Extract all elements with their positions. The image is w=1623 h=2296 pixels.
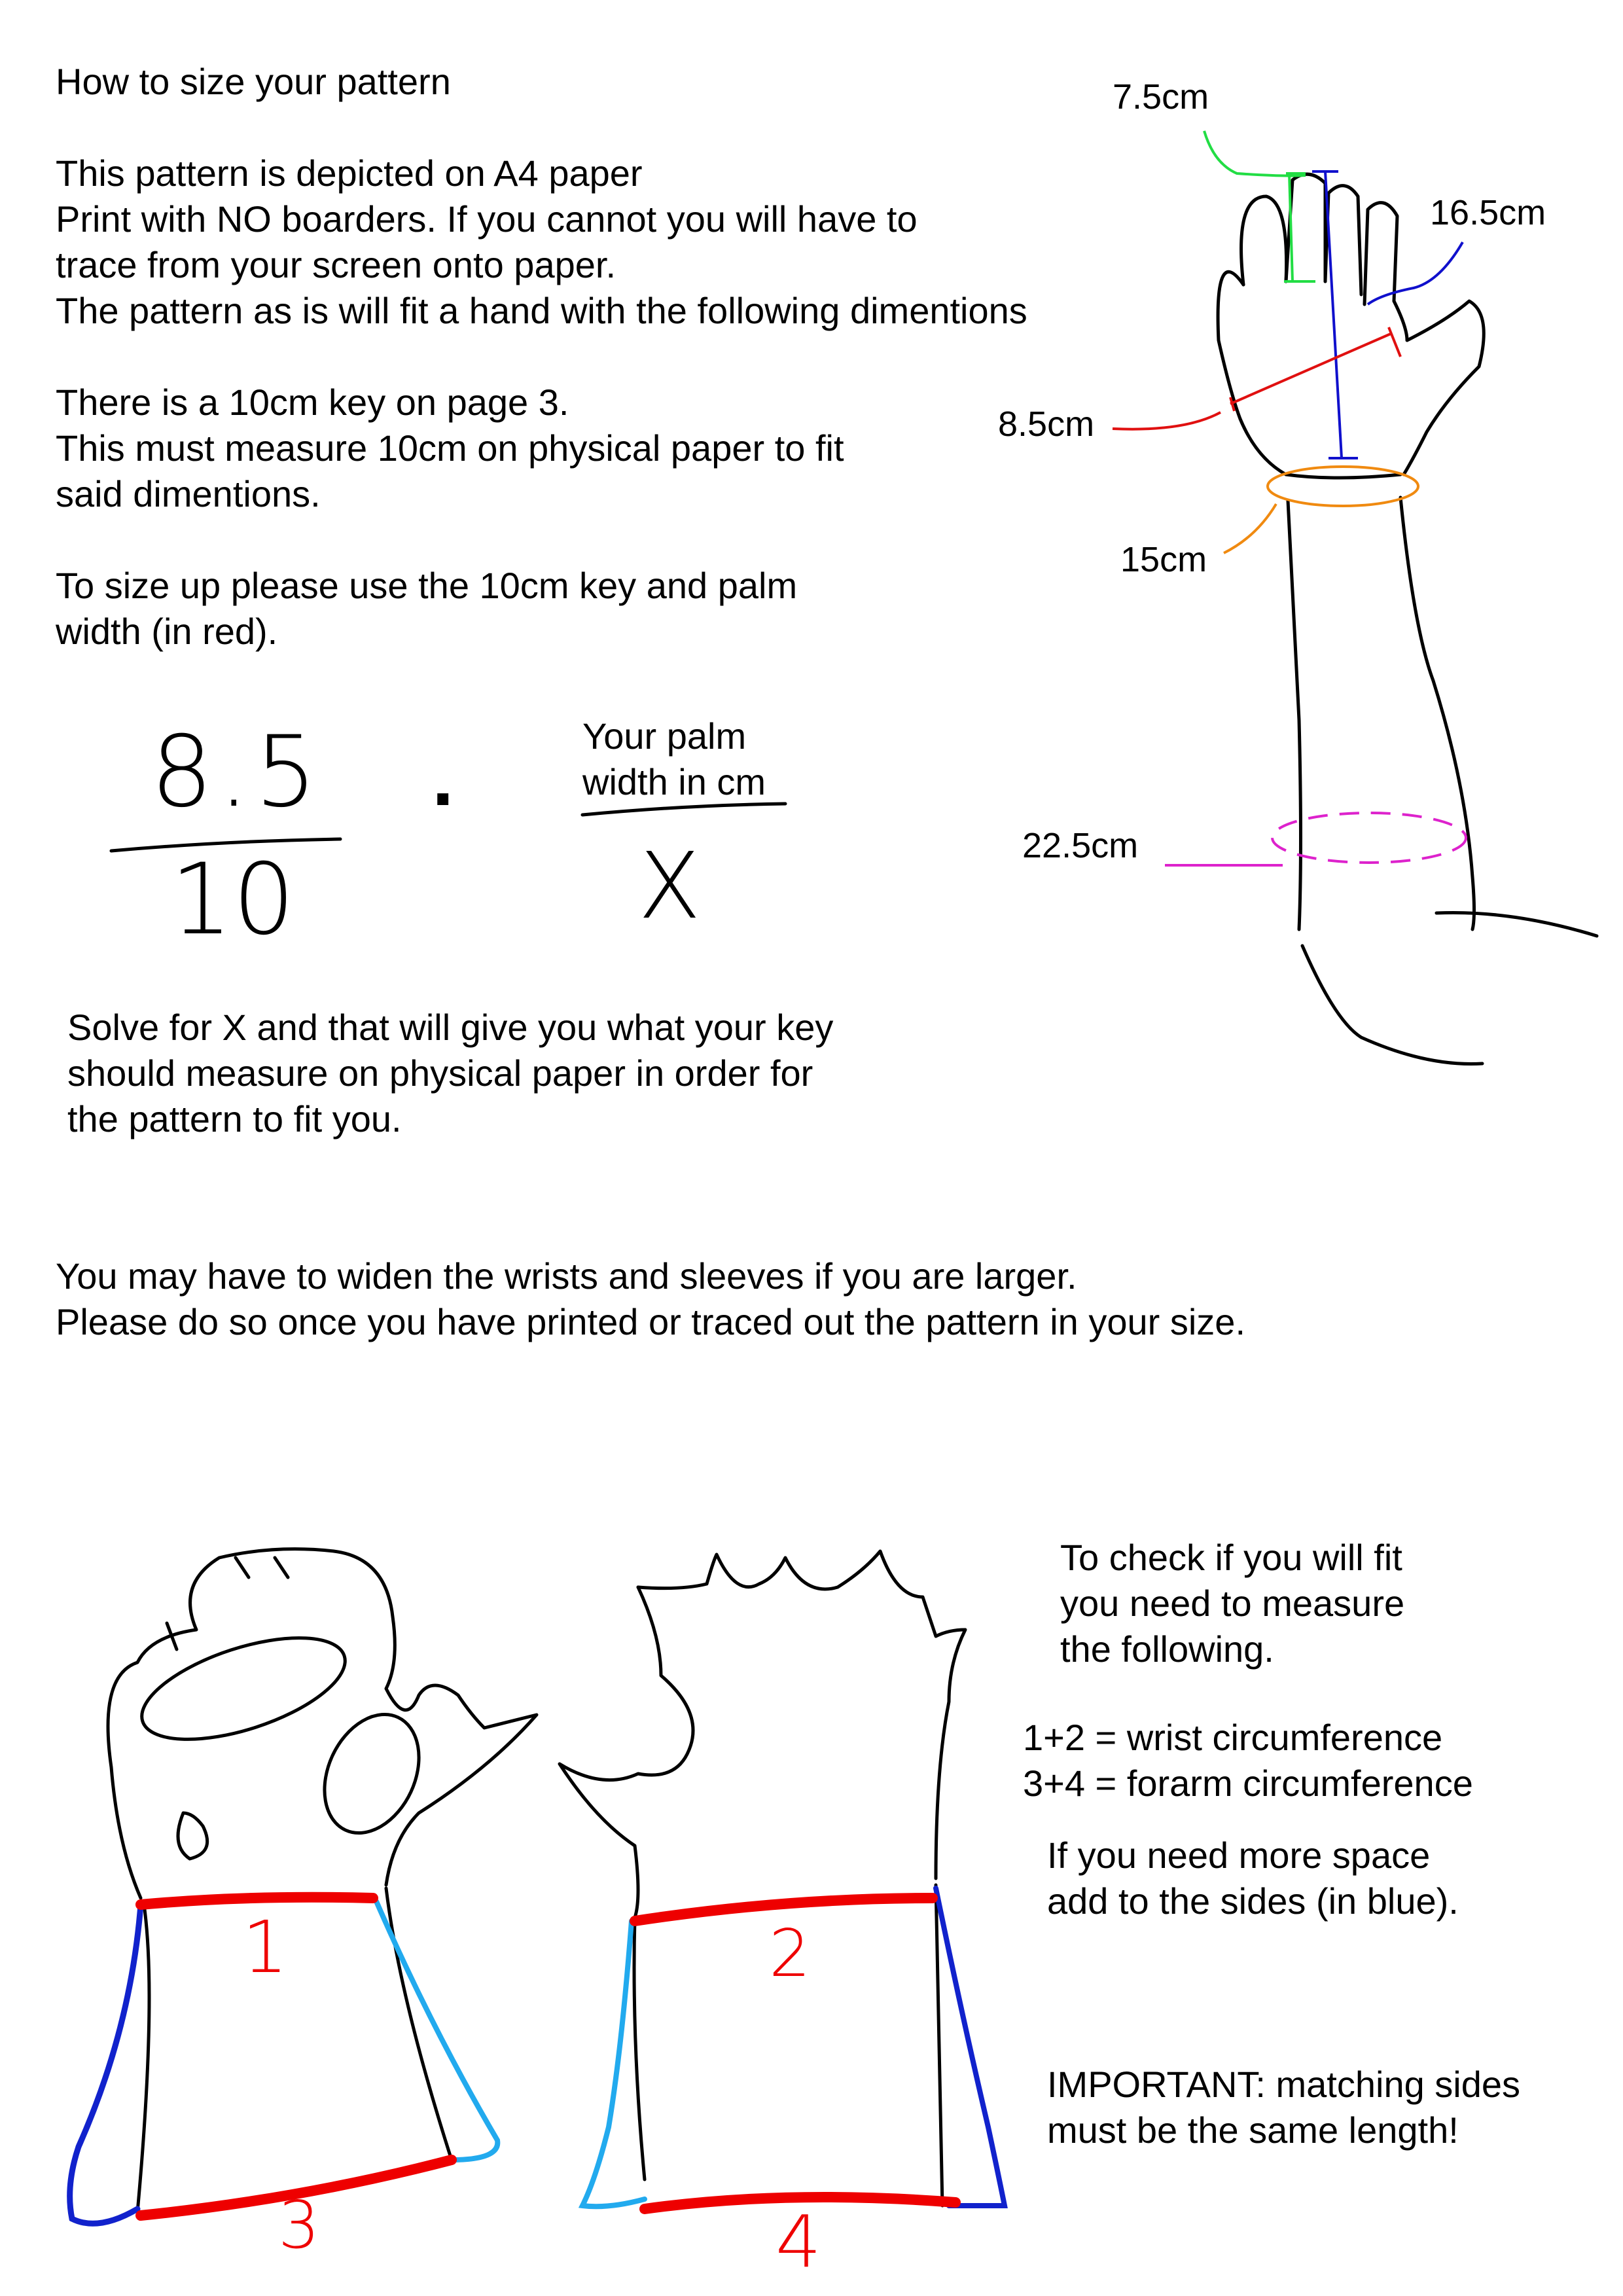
seam-mark-3: 3 (278, 2187, 320, 2263)
intro-line: There is a 10cm key on page 3. (56, 382, 569, 423)
intro-line: trace from your screen onto paper. (56, 244, 616, 285)
pattern-piece-right (560, 1551, 965, 2206)
seam-mark-2: 2 (769, 1915, 811, 1992)
wrist-circumference-label: 15cm (1120, 540, 1207, 579)
wrist-leader (1224, 504, 1276, 553)
left-piece-side-light-blue (376, 1901, 497, 2160)
palm-width-line (1230, 327, 1400, 411)
intro-line: This must measure 10cm on physical paper to fit (56, 427, 844, 469)
seam-mark-4: 4 (776, 2200, 821, 2284)
intro-line: width (in red). (56, 611, 278, 652)
important-note: IMPORTANT: matching sides (1047, 2064, 1521, 2105)
formula-left-denominator: 10 (170, 843, 295, 957)
solve-line: the pattern to fit you. (67, 1098, 402, 1139)
wrist-ring (1268, 467, 1418, 506)
intro-line: said dimentions. (56, 473, 321, 514)
seam-mark-1: 1 (242, 1905, 288, 1989)
widen-line: Please do so once you have printed or traced out the pattern in your size. (56, 1301, 1246, 1342)
pattern-piece-left (108, 1549, 537, 2212)
formula-right-denominator: X (638, 833, 701, 940)
hand-length-label: 16.5cm (1430, 193, 1546, 232)
space-note: If you need more space (1047, 1835, 1431, 1876)
palm-width-leader (1113, 412, 1221, 429)
intro-line: The pattern as is will fit a hand with the following dimentions (56, 290, 1027, 331)
check-line: you need to measure (1060, 1583, 1405, 1624)
seam-3-red (141, 2160, 452, 2215)
seam-2-red (635, 1898, 933, 1921)
seam-4-red (645, 2197, 955, 2209)
formula-right-numerator: width in cm (582, 761, 766, 802)
intro-line: This pattern is depicted on A4 paper (56, 152, 643, 194)
forearm-rule: 3+4 = forarm circumference (1023, 1763, 1473, 1804)
check-line: the following. (1060, 1628, 1274, 1670)
wrist-rule: 1+2 = wrist circumference (1023, 1717, 1443, 1758)
seam-1-red (141, 1897, 373, 1905)
fraction-bar-left (111, 839, 340, 851)
hand-length-leader (1368, 242, 1463, 304)
right-piece-side-dark-blue (936, 1888, 1005, 2206)
palm-width-label: 8.5cm (998, 404, 1095, 444)
intro-line: To size up please use the 10cm key and palm (56, 565, 798, 606)
fraction-bar-right (582, 804, 785, 815)
solve-line: Solve for X and that will give you what your key (67, 1007, 834, 1048)
widen-line: You may have to widen the wrists and sleeves if you are larger. (56, 1255, 1077, 1297)
formula-left-numerator: 8.5 (151, 715, 323, 829)
intro-line: Print with NO boarders. If you cannot you will have to (56, 198, 918, 240)
check-line: To check if you will fit (1060, 1537, 1402, 1578)
hand-length-line (1312, 171, 1358, 458)
forearm-circumference-label: 22.5cm (1022, 826, 1139, 865)
solve-line: should measure on physical paper in order for (67, 1052, 813, 1094)
page-title: How to size your pattern (56, 61, 451, 102)
formula-right-numerator: Your palm (582, 715, 747, 757)
left-piece-side-dark-blue (70, 1905, 141, 2223)
important-note: must be the same length! (1047, 2109, 1459, 2151)
arm-outline (1218, 174, 1597, 1064)
finger-length-leader (1204, 131, 1306, 176)
space-note: add to the sides (in blue). (1047, 1880, 1459, 1922)
formula-operator: · (432, 755, 458, 842)
finger-length-label: 7.5cm (1113, 77, 1209, 117)
